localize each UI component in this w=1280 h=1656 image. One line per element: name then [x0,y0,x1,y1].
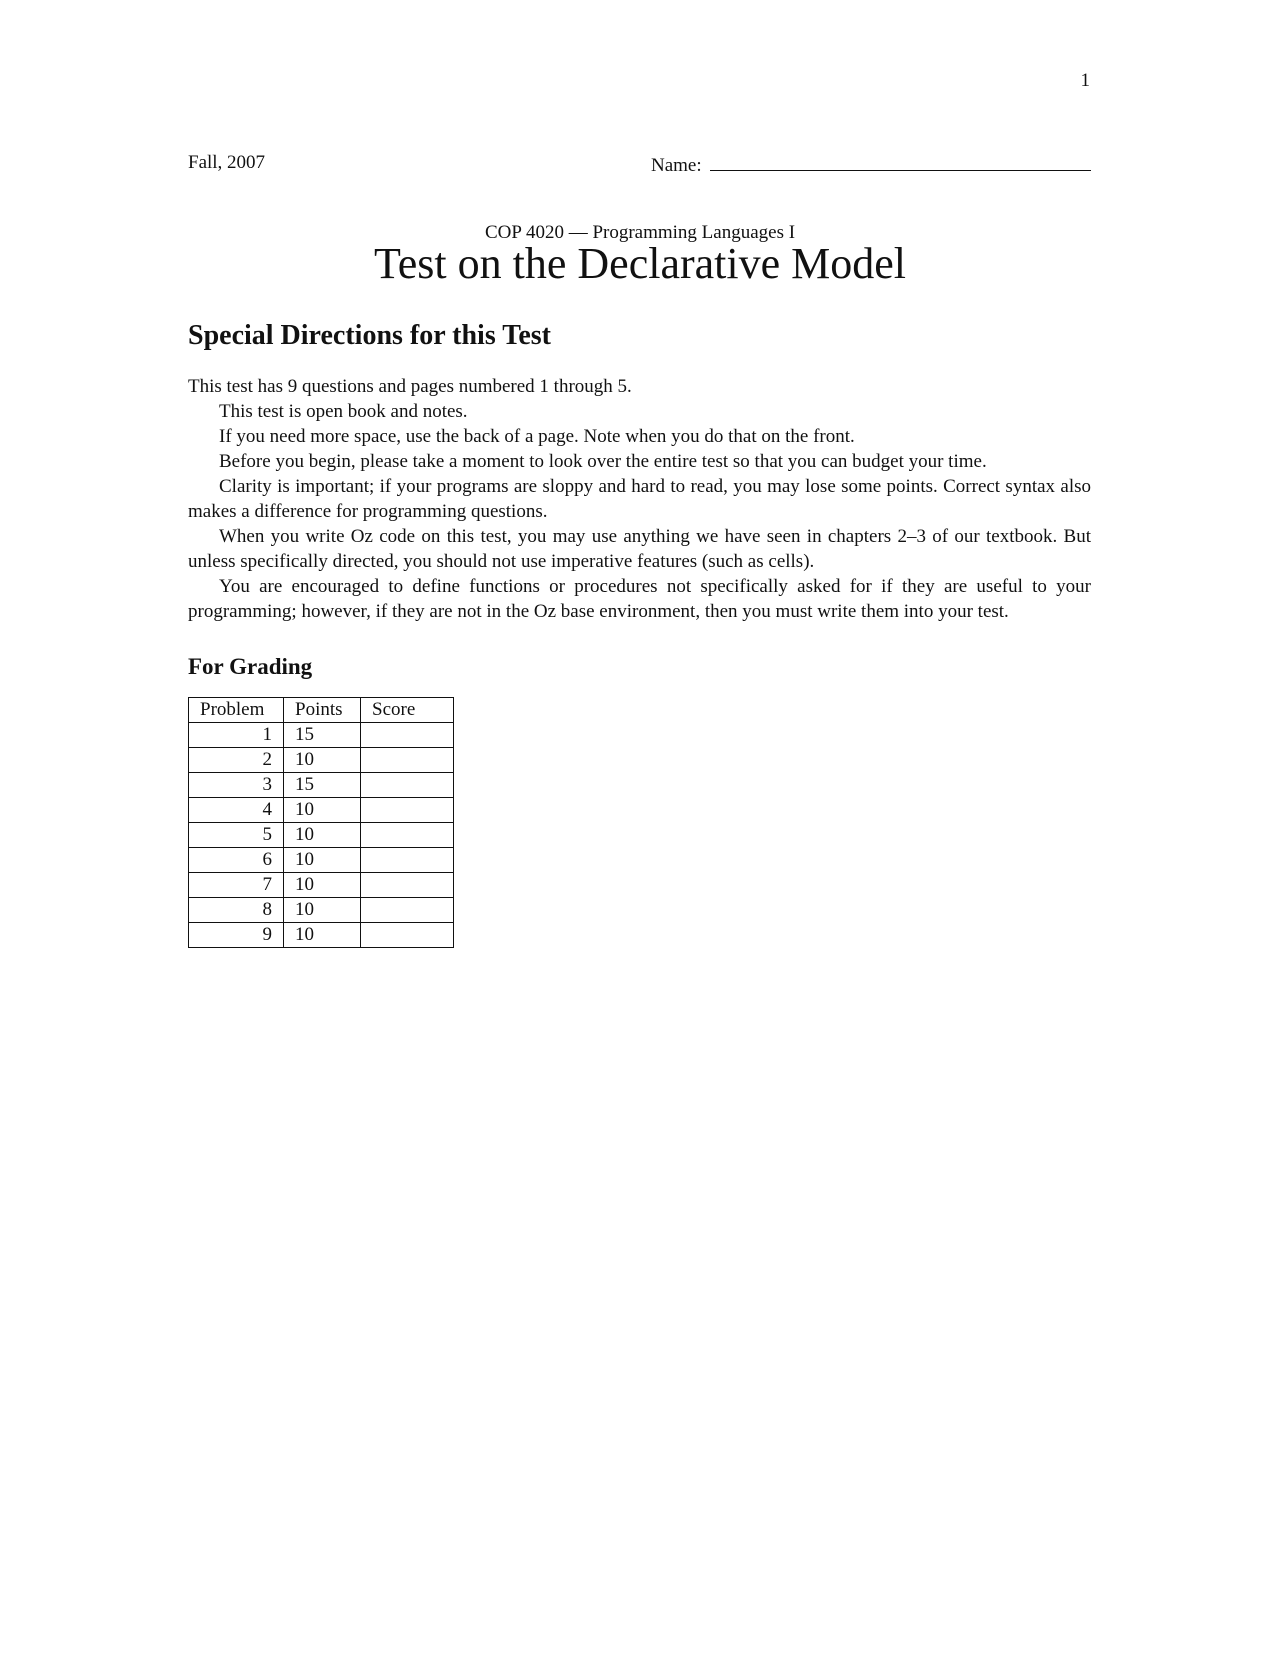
problem-cell: 7 [189,873,284,898]
points-cell: 10 [284,748,361,773]
problem-cell: 6 [189,848,284,873]
table-row [189,748,454,773]
grading-heading: For Grading [188,654,313,679]
points-cell: 10 [284,923,361,948]
points-cell: 10 [284,898,361,923]
points-cell: 10 [284,873,361,898]
directions-paragraph: This test is open book and notes. [219,401,468,422]
column-header-problem: Problem [189,698,284,723]
name-label: Name: [651,155,702,176]
score-cell[interactable] [361,798,454,823]
table-row [189,898,454,923]
score-cell[interactable] [361,898,454,923]
page-number: 1 [1080,70,1090,91]
name-blank-line[interactable] [710,152,1091,171]
score-cell[interactable] [361,848,454,873]
directions-paragraph: You are encouraged to define functions or procedures not specifically asked for if they are useful to your programming; however, if they are not in the Oz base environment, then you must write them into your test. [188,576,1091,622]
score-cell[interactable] [361,923,454,948]
points-cell: 15 [284,773,361,798]
table-row [189,823,454,848]
directions-paragraph: When you write Oz code on this test, you may use anything we have seen in chapters 2–3 of our textbook. But unless specifically directed, you should not use imperative features (such as cells). [188,526,1091,572]
score-cell[interactable] [361,823,454,848]
score-cell[interactable] [361,723,454,748]
problem-cell: 5 [189,823,284,848]
grading-table [188,697,454,948]
problem-cell: 4 [189,798,284,823]
points-cell: 15 [284,723,361,748]
directions-paragraph: This test has 9 questions and pages numbered 1 through 5. [188,376,632,397]
table-row [189,923,454,948]
page-title: Test on the Declarative Model [373,239,907,288]
points-cell: 10 [284,848,361,873]
score-cell[interactable] [361,873,454,898]
directions-heading: Special Directions for this Test [188,320,551,351]
directions-paragraph: Clarity is important; if your programs are sloppy and hard to read, you may lose some points. Correct syntax also makes a difference for programming questions. [188,476,1091,522]
column-header-points: Points [284,698,361,723]
problem-cell: 9 [189,923,284,948]
table-row [189,773,454,798]
grading-table-header-row [189,698,454,723]
header-row [188,152,1091,182]
table-row [189,798,454,823]
directions-body [188,374,1091,624]
name-field[interactable] [651,152,1091,177]
directions-paragraph: Before you begin, please take a moment to look over the entire test so that you can budget your time. [219,451,987,472]
problem-cell: 1 [189,723,284,748]
score-cell[interactable] [361,748,454,773]
course-subtitle: COP 4020 — Programming Languages I [484,222,796,243]
table-row [189,873,454,898]
column-header-score: Score [361,698,454,723]
problem-cell: 2 [189,748,284,773]
directions-paragraph: If you need more space, use the back of a page. Note when you do that on the front. [219,426,855,447]
table-row [189,848,454,873]
points-cell: 10 [284,823,361,848]
table-row [189,723,454,748]
problem-cell: 8 [189,898,284,923]
score-cell[interactable] [361,773,454,798]
term-label: Fall, 2007 [188,152,266,173]
points-cell: 10 [284,798,361,823]
problem-cell: 3 [189,773,284,798]
